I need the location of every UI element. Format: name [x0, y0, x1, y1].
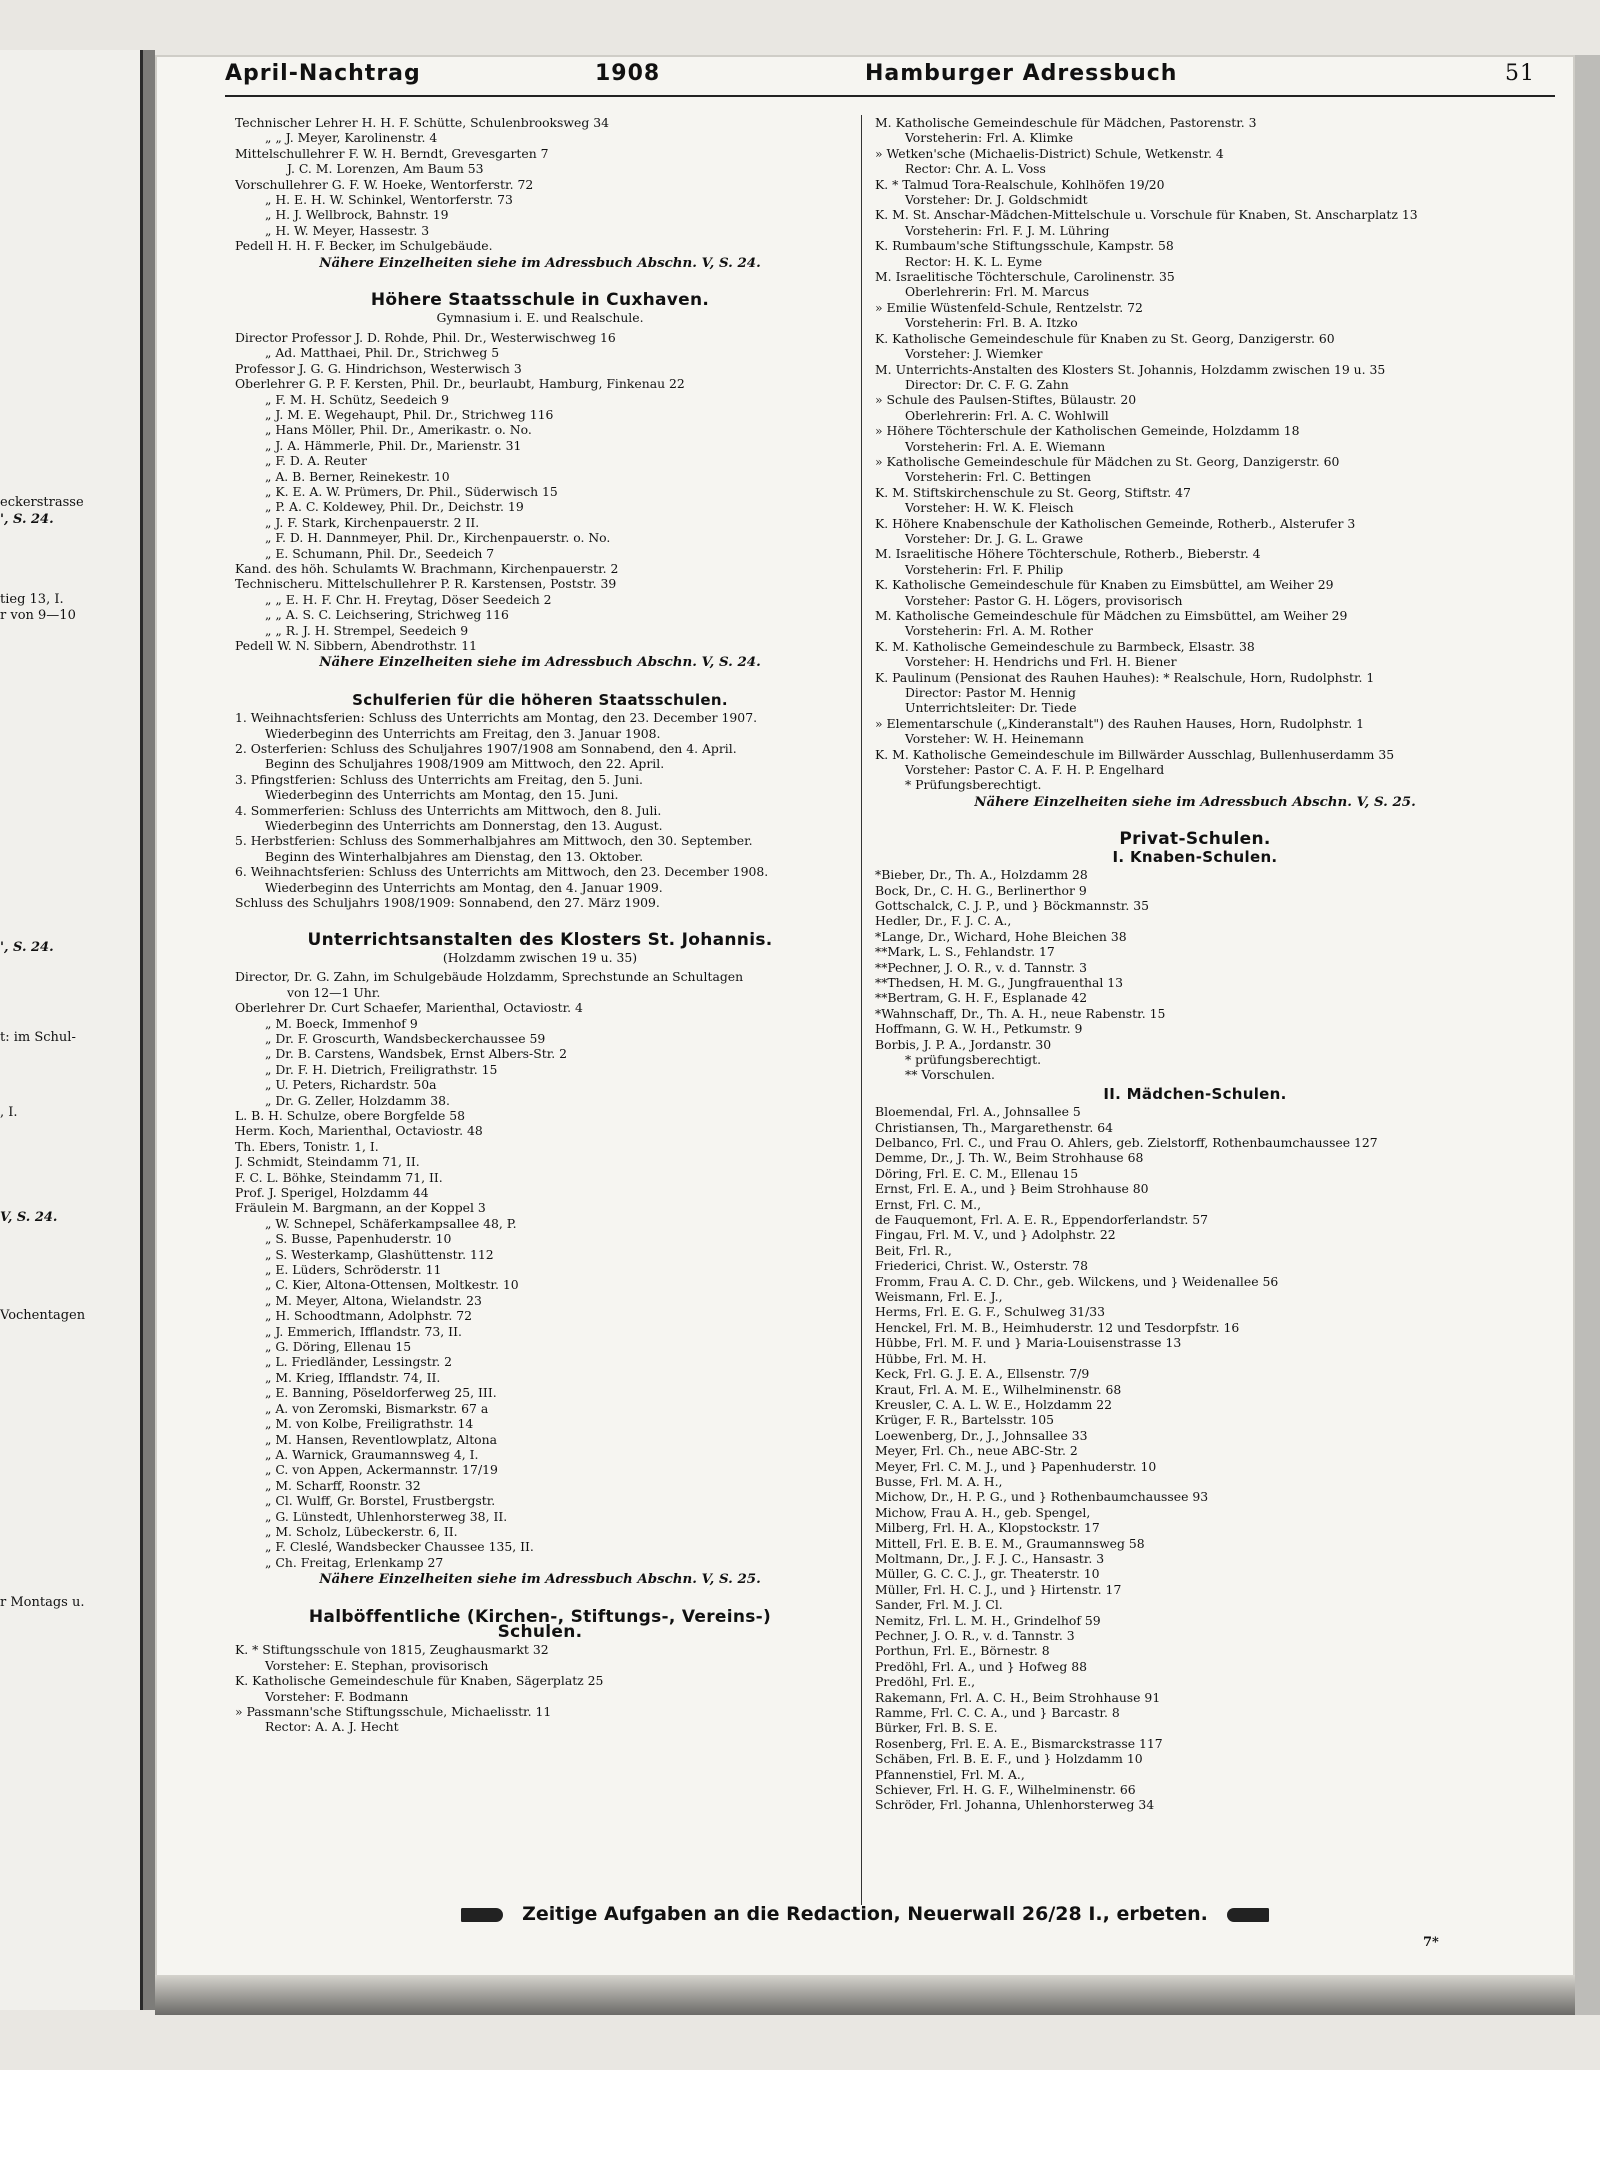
entry-line: Vorsteherin: Frl. F. Philip: [905, 561, 1064, 577]
entry-line: „ Ad. Matthaei, Phil. Dr., Strichweg 5: [265, 345, 500, 361]
entry-line: Henckel, Frl. M. B., Heimhuderstr. 12 und Tesdorpfstr. 16: [875, 1319, 1240, 1335]
section-heading-ferien: Schulferien für die höheren Staatsschulen.: [352, 690, 728, 709]
entry-line: » Höhere Töchterschule der Katholischen Gemeinde, Holzdamm 18: [875, 423, 1300, 439]
entry-line: Fromm, Frau A. C. D. Chr., geb. Wilckens, und } Weidenallee 56: [875, 1273, 1279, 1289]
entry-line: „ M. Meyer, Altona, Wielandstr. 23: [265, 1292, 482, 1308]
entry-line: Meyer, Frl. Ch., neue ABC-Str. 2: [875, 1443, 1078, 1459]
entry-line: Wiederbeginn des Unterrichts am Freitag, den 3. Januar 1908.: [265, 725, 661, 741]
entry-line: Müller, Frl. H. C. J., und } Hirtenstr. 17: [875, 1581, 1122, 1597]
school-entries: [875, 115, 1515, 793]
entry-line: 3. Pfingstferien: Schluss des Unterrichts am Freitag, den 5. Juni.: [235, 771, 643, 787]
left-fragment: V, S. 24.: [0, 1210, 58, 1225]
entry-line: K. M. Stiftskirchenschule zu St. Georg, Stiftstr. 47: [875, 484, 1191, 500]
header-year: 1908: [595, 61, 661, 86]
entry-line: Kand. des höh. Schulamts W. Brachmann, Kirchenpauerstr. 2: [235, 560, 619, 576]
entry-line: „ G. Döring, Ellenau 15: [265, 1339, 412, 1355]
entry-line: Schäben, Frl. B. E. F., und } Holzdamm 10: [875, 1751, 1143, 1767]
entry-line: „ Ch. Freitag, Erlenkamp 27: [265, 1554, 444, 1570]
section-heading-halboeffentliche: Halböffentliche (Kirchen-, Stiftungs-, Vereins-) Schulen.: [308, 1606, 772, 1642]
entry-line: „ G. Lünstedt, Uhlenhorsterweg 38, II.: [265, 1508, 508, 1524]
entry-line: Müller, G. C. C. J., gr. Theaterstr. 10: [875, 1566, 1100, 1582]
entry-line: Vorsteherin: Frl. A. E. Wiemann: [905, 438, 1106, 454]
entry-line: K. Katholische Gemeindeschule für Knaben, Sägerplatz 25: [235, 1673, 604, 1689]
entry-line: Loewenberg, Dr., J., Johnsallee 33: [875, 1427, 1088, 1443]
entry-line: » Wetken'sche (Michaelis-District) Schule, Wetkenstr. 4: [875, 145, 1224, 161]
section-subheading: Gymnasium i. E. und Realschule.: [436, 310, 644, 326]
entry-line: „ P. A. C. Koldewey, Phil. Dr., Deichstr. 19: [265, 499, 524, 515]
entry-line: Vorsteher: Pastor G. H. Lögers, provisorisch: [905, 592, 1183, 608]
cuxhaven-entries: [235, 330, 845, 654]
entry-line: Director: Pastor M. Hennig: [905, 685, 1076, 701]
entry-line: „ A. Warnick, Graumannsweg 4, I.: [265, 1446, 479, 1462]
entry-line: Moltmann, Dr., J. F. J. C., Hansastr. 3: [875, 1550, 1105, 1566]
entry-line: „ „ E. H. F. Chr. H. Freytag, Döser Seedeich 2: [265, 591, 552, 607]
left-column: [235, 115, 845, 1735]
entry-line: *Bieber, Dr., Th. A., Holzdamm 28: [875, 867, 1088, 883]
knaben-entries: [875, 867, 1515, 1083]
entry-line: Busse, Frl. M. A. H.,: [875, 1473, 1003, 1489]
entry-line: „ S. Westerkamp, Glashüttenstr. 112: [265, 1246, 494, 1262]
entry-line: „ „ J. Meyer, Karolinenstr. 4: [265, 130, 438, 146]
left-fragment: ', S. 24.: [0, 512, 54, 527]
entry-line: Rakemann, Frl. A. C. H., Beim Strohhause 91: [875, 1689, 1161, 1705]
entry-line: L. B. H. Schulze, obere Borgfelde 58: [235, 1107, 466, 1123]
entry-line: Ernst, Frl. E. A., und } Beim Strohhause 80: [875, 1181, 1149, 1197]
entry-line: „ H. E. H. W. Schinkel, Wentorferstr. 73: [265, 192, 513, 208]
entry-line: Director: Dr. C. F. G. Zahn: [905, 376, 1069, 392]
entry-line: Bloemendal, Frl. A., Johnsallee 5: [875, 1104, 1081, 1120]
entry-line: „ A. von Zeromski, Bismarkstr. 67 a: [265, 1400, 489, 1416]
entry-line: Schiever, Frl. H. G. F., Wilhelminenstr. 66: [875, 1782, 1136, 1798]
entry-line: Krüger, F. R., Bartelsstr. 105: [875, 1412, 1055, 1428]
pointing-hand-icon: [1227, 1908, 1269, 1922]
entry-line: K. Katholische Gemeindeschule für Knaben zu Eimsbüttel, am Weiher 29: [875, 577, 1334, 593]
entry-line: „ A. B. Berner, Reinekestr. 10: [265, 468, 450, 484]
entry-line: K. Höhere Knabenschule der Katholischen Gemeinde, Rotherb., Alsterufer 3: [875, 515, 1356, 531]
entry-line: „ M. Scharff, Roonstr. 32: [265, 1477, 421, 1493]
entry-line: Rector: H. K. L. Eyme: [905, 253, 1043, 269]
entry-line: Demme, Dr., J. Th. W., Beim Strohhause 68: [875, 1150, 1144, 1166]
entry-line: Beit, Frl. R.,: [875, 1242, 952, 1258]
entry-line: Fingau, Frl. M. V., und } Adolphstr. 22: [875, 1227, 1116, 1243]
entry-line: K. M. Katholische Gemeindeschule zu Barmbeck, Elsastr. 38: [875, 638, 1255, 654]
entry-line: Pedell W. N. Sibbern, Abendrothstr. 11: [235, 638, 478, 653]
entry-line: J. Schmidt, Steindamm 71, II.: [235, 1154, 420, 1170]
entry-line: Friederici, Christ. W., Osterstr. 78: [875, 1258, 1088, 1274]
entry-line: Porthun, Frl. E., Börnestr. 8: [875, 1643, 1050, 1659]
entry-line: Milberg, Frl. H. A., Klopstockstr. 17: [875, 1520, 1100, 1536]
entry-line: Mittelschullehrer F. W. H. Berndt, Grevesgarten 7: [235, 145, 549, 161]
entry-line: * prüfungsberechtigt.: [905, 1051, 1042, 1067]
section-heading-maedchen: II. Mädchen-Schulen.: [1103, 1084, 1287, 1103]
entry-line: Rector: Chr. A. L. Voss: [905, 161, 1046, 177]
halboeffentliche-entries: [235, 1642, 845, 1734]
reference-note: Nähere Einzelheiten siehe im Adressbuch Abschn. V, S. 24.: [319, 254, 761, 271]
entry-line: „ J. F. Stark, Kirchenpauerstr. 2 II.: [265, 514, 480, 530]
entry-line: „ M. Hansen, Reventlowplatz, Altona: [265, 1431, 498, 1447]
entry-line: **Thedsen, H. M. G., Jungfrauenthal 13: [875, 974, 1124, 990]
right-column: [875, 115, 1515, 1813]
entry-line: ** Vorschulen.: [905, 1067, 995, 1083]
section-heading-kloster: Unterrichtsanstalten des Klosters St. Johannis.: [307, 929, 773, 950]
entry-line: „ Dr. B. Carstens, Wandsbek, Ernst Albers-Str. 2: [265, 1046, 568, 1062]
entry-line: de Fauquemont, Frl. A. E. R., Eppendorferlandstr. 57: [875, 1212, 1209, 1228]
entry-line: Director Professor J. D. Rohde, Phil. Dr., Westerwischweg 16: [235, 329, 616, 345]
entry-line: Bürker, Frl. B. S. E.: [875, 1720, 998, 1736]
column-divider: [861, 115, 862, 1905]
entry-line: „ Dr. G. Zeller, Holzdamm 38.: [265, 1092, 450, 1108]
entry-line: Oberlehrer Dr. Curt Schaefer, Marienthal, Octaviostr. 4: [235, 1000, 583, 1016]
entry-line: „ Hans Möller, Phil. Dr., Amerikastr. o. No.: [265, 422, 532, 438]
left-fragment: tieg 13, I.: [0, 592, 64, 607]
entry-line: „ M. Scholz, Lübeckerstr. 6, II.: [265, 1523, 458, 1539]
entry-line: Rosenberg, Frl. E. A. E., Bismarckstrasse 117: [875, 1735, 1163, 1751]
entry-line: Mittell, Frl. E. B. E. M., Graumannsweg 58: [875, 1535, 1145, 1551]
entry-line: K. Paulinum (Pensionat des Rauhen Hauhes): * Realschule, Horn, Rudolphstr. 1: [875, 669, 1375, 685]
entry-line: Pechner, J. O. R., v. d. Tannstr. 3: [875, 1628, 1075, 1643]
entry-line: Vorsteher: Pastor C. A. F. H. P. Engelhard: [905, 762, 1165, 778]
entry-line: 2. Osterferien: Schluss des Schuljahres 1907/1908 am Sonnabend, den 4. April.: [235, 741, 737, 757]
entry-line: Herms, Frl. E. G. F., Schulweg 31/33: [875, 1304, 1106, 1320]
entry-line: Predöhl, Frl. A., und } Hofweg 88: [875, 1658, 1088, 1674]
entry-line: „ H. J. Wellbrock, Bahnstr. 19: [265, 207, 449, 223]
entry-line: Christiansen, Th., Margarethenstr. 64: [875, 1119, 1114, 1135]
entry-line: Kraut, Frl. A. M. E., Wilhelminenstr. 68: [875, 1381, 1122, 1397]
entry-line: K. * Stiftungsschule von 1815, Zeughausmarkt 32: [235, 1642, 549, 1658]
entry-line: M. Katholische Gemeindeschule für Mädchen zu Eimsbüttel, am Weiher 29: [875, 608, 1348, 623]
entry-line: „ H. Schoodtmann, Adolphstr. 72: [265, 1308, 473, 1324]
entry-line: „ U. Peters, Richardstr. 50a: [265, 1077, 437, 1093]
entry-line: Fräulein M. Bargmann, an der Koppel 3: [235, 1200, 486, 1216]
entry-line: „ K. E. A. W. Prümers, Dr. Phil., Süderwisch 15: [265, 483, 558, 499]
header-rule: [225, 95, 1555, 97]
footer-text: Zeitige Aufgaben an die Redaction, Neuerwall 26/28 I., erbeten.: [522, 1903, 1208, 1925]
entry-line: Kreusler, C. A. L. W. E., Holzdamm 22: [875, 1396, 1113, 1412]
entry-line: 4. Sommerferien: Schluss des Unterrichts am Mittwoch, den 8. Juli.: [235, 802, 662, 818]
entry-line: Vorsteherin: Frl. A. M. Rother: [905, 623, 1093, 639]
reference-note: Nähere Einzelheiten siehe im Adressbuch Abschn. V, S. 24.: [319, 654, 761, 671]
entry-line: Borbis, J. P. A., Jordanstr. 30: [875, 1036, 1052, 1052]
entry-line: Wiederbeginn des Unterrichts am Montag, den 4. Januar 1909.: [265, 879, 663, 895]
page-number: 51: [1505, 61, 1535, 86]
entry-line: M. Unterrichts-Anstalten des Klosters St. Johannis, Holzdamm zwischen 19 u. 35: [875, 361, 1386, 377]
entry-line: Vorsteher: J. Wiemker: [905, 346, 1043, 362]
entry-line: » Passmann'sche Stiftungsschule, Michaelisstr. 11: [235, 1704, 552, 1719]
reference-note: Nähere Einzelheiten siehe im Adressbuch Abschn. V, S. 25.: [319, 1571, 761, 1588]
entry-line: Wiederbeginn des Unterrichts am Donnerstag, den 13. August.: [265, 818, 663, 834]
entry-line: Rector: A. A. J. Hecht: [265, 1719, 399, 1735]
entry-line: Vorsteher: Dr. J. G. L. Grawe: [905, 530, 1084, 546]
scan-bottom-edge: [155, 1975, 1575, 2015]
entry-line: Keck, Frl. G. J. E. A., Ellsenstr. 7/9: [875, 1366, 1090, 1382]
section-heading-privat: Privat-Schulen.: [1119, 829, 1271, 850]
maedchen-entries: [875, 1104, 1515, 1813]
entry-line: von 12—1 Uhr.: [287, 984, 381, 1000]
entry-line: *Wahnschaff, Dr., Th. A. H., neue Rabenstr. 15: [875, 1005, 1166, 1021]
entry-line: „ Dr. F. Groscurth, Wandsbeckerchaussee 59: [265, 1030, 546, 1046]
entry-line: Hedler, Dr., F. J. C. A.,: [875, 913, 1012, 929]
entry-line: „ J. Emmerich, Ifflandstr. 73, II.: [265, 1323, 462, 1339]
entry-line: Vorsteherin: Frl. B. A. Itzko: [905, 315, 1078, 331]
entry-line: **Mark, L. S., Fehlandstr. 17: [875, 944, 1055, 960]
entry-line: Wiederbeginn des Unterrichts am Montag, den 15. Juni.: [265, 787, 619, 803]
entry-line: **Bertram, G. H. F., Esplanade 42: [875, 990, 1088, 1006]
entry-line: Prof. J. Sperigel, Holzdamm 44: [235, 1185, 429, 1200]
entry-line: Vorsteherin: Frl. A. Klimke: [905, 130, 1074, 146]
entry-line: „ Dr. F. H. Dietrich, Freiligrathstr. 15: [265, 1061, 498, 1077]
entry-line: Michow, Frau A. H., geb. Spengel,: [875, 1504, 1091, 1520]
left-fragment: eckerstrasse: [0, 495, 84, 510]
entry-line: Herm. Koch, Marienthal, Octaviostr. 48: [235, 1123, 483, 1139]
entry-line: F. C. L. Böhke, Steindamm 71, II.: [235, 1169, 443, 1185]
entry-line: „ L. Friedländer, Lessingstr. 2: [265, 1354, 453, 1370]
entry-line: „ M. von Kolbe, Freiligrathstr. 14: [265, 1416, 474, 1432]
entry-line: K. M. Katholische Gemeindeschule im Billwärder Ausschlag, Bullenhuserdamm 35: [875, 746, 1395, 762]
reference-note: Nähere Einzelheiten siehe im Adressbuch Abschn. V, S. 25.: [974, 793, 1416, 810]
entry-line: „ „ A. S. C. Leichsering, Strichweg 116: [265, 607, 509, 623]
entry-line: „ W. Schnepel, Schäferkampsallee 48, P.: [265, 1215, 517, 1231]
kloster-entries: [235, 969, 845, 1570]
entry-line: Vorsteher: F. Bodmann: [265, 1688, 409, 1704]
entry-line: Unterrichtsleiter: Dr. Tiede: [905, 700, 1077, 716]
entry-line: „ H. W. Meyer, Hassestr. 3: [265, 222, 430, 238]
left-fragment: ', S. 24.: [0, 940, 54, 955]
left-fragment: r von 9—10: [0, 608, 76, 623]
entry-line: „ Cl. Wulff, Gr. Borstel, Frustbergstr.: [265, 1493, 496, 1509]
entry-line: „ J. A. Hämmerle, Phil. Dr., Marienstr. 31: [265, 437, 522, 453]
entry-line: Vorsteher: H. W. K. Fleisch: [905, 500, 1074, 516]
entry-line: Delbanco, Frl. C., und Frau O. Ahlers, geb. Zielstorff, Rothenbaumchaussee 127: [875, 1135, 1378, 1150]
entry-line: K. Katholische Gemeindeschule für Knaben zu St. Georg, Danzigerstr. 60: [875, 330, 1335, 346]
entry-line: » Katholische Gemeindeschule für Mädchen zu St. Georg, Danzigerstr. 60: [875, 453, 1340, 469]
entry-line: Michow, Dr., H. P. G., und } Rothenbaumchaussee 93: [875, 1489, 1209, 1505]
entry-line: *Lange, Dr., Wichard, Hohe Bleichen 38: [875, 928, 1127, 944]
entry-line: „ F. D. H. Dannmeyer, Phil. Dr., Kirchenpauerstr. o. No.: [265, 530, 611, 546]
entry-line: Hübbe, Frl. M. H.: [875, 1350, 987, 1366]
entry-line: „ C. von Appen, Ackermannstr. 17/19: [265, 1462, 498, 1478]
entry-line: Vorsteher: E. Stephan, provisorisch: [265, 1657, 489, 1673]
entry-line: Schröder, Frl. Johanna, Uhlenhorsterweg 34: [875, 1797, 1155, 1813]
entry-line: Schluss des Schuljahrs 1908/1909: Sonnabend, den 27. März 1909.: [235, 895, 660, 911]
entry-line: „ M. Krieg, Ifflandstr. 74, II.: [265, 1369, 441, 1385]
entry-line: » Elementarschule („Kinderanstalt") des Rauhen Hauses, Horn, Rudolphstr. 1: [875, 715, 1365, 731]
entry-line: „ E. Banning, Pöseldorferweg 25, III.: [265, 1385, 497, 1401]
entry-line: Gottschalck, C. J. P., und } Böckmannstr. 35: [875, 897, 1150, 913]
entry-line: „ F. M. H. Schütz, Seedeich 9: [265, 391, 450, 407]
entry-line: Beginn des Winterhalbjahres am Dienstag, den 13. Oktober.: [265, 848, 644, 864]
header-section: April-Nachtrag: [225, 61, 421, 86]
entry-line: K. Rumbaum'sche Stiftungsschule, Kampstr. 58: [875, 238, 1174, 254]
header-title: Hamburger Adressbuch: [865, 61, 1178, 86]
entry-line: M. Israelitische Töchterschule, Carolinenstr. 35: [875, 269, 1175, 285]
page-footer: [155, 1903, 1575, 1925]
entry-line: Sander, Frl. M. J. Cl.: [875, 1597, 1003, 1613]
left-fragment: Vochentagen: [0, 1308, 86, 1323]
entry-line: „ „ R. J. H. Strempel, Seedeich 9: [265, 622, 469, 638]
previous-page-strip: [0, 50, 143, 2010]
entry-line: Ramme, Frl. C. C. A., und } Barcastr. 8: [875, 1705, 1120, 1721]
entry-line: Technischeru. Mittelschullehrer P. R. Karstensen, Poststr. 39: [235, 576, 617, 592]
page-edge-shadow: [1575, 55, 1600, 2015]
entry-line: K. * Talmud Tora-Realschule, Kohlhöfen 19/20: [875, 176, 1165, 192]
section-subheading: (Holzdamm zwischen 19 u. 35): [442, 949, 638, 965]
entry-line: Vorschullehrer G. F. W. Hoeke, Wentorferstr. 72: [235, 176, 534, 192]
pointing-hand-icon: [461, 1908, 503, 1922]
entry-line: Oberlehrer G. P. F. Kersten, Phil. Dr., beurlaubt, Hamburg, Finkenau 22: [235, 376, 685, 392]
left-fragment: t: im Schul-: [0, 1030, 76, 1045]
entry-line: Meyer, Frl. C. M. J., und } Papenhuderstr. 10: [875, 1458, 1157, 1474]
entry-line: Hübbe, Frl. M. F. und } Maria-Louisenstrasse 13: [875, 1335, 1182, 1351]
entry-line: Vorsteher: W. H. Heinemann: [905, 731, 1084, 747]
page-header: [225, 61, 1535, 97]
entry-line: Bock, Dr., C. H. G., Berlinerthor 9: [875, 882, 1087, 898]
entry-line: Th. Ebers, Tonistr. 1, I.: [235, 1138, 379, 1154]
entry-line: „ E. Lüders, Schröderstr. 11: [265, 1262, 442, 1278]
entry-line: Hoffmann, G. W. H., Petkumstr. 9: [875, 1021, 1083, 1037]
entry-line: M. Katholische Gemeindeschule für Mädchen, Pastorenstr. 3: [875, 115, 1257, 130]
entry-line: „ F. Cleslé, Wandsbecker Chaussee 135, II.: [265, 1539, 534, 1555]
entry-line: Oberlehrerin: Frl. M. Marcus: [905, 284, 1090, 300]
entry-line: „ E. Schumann, Phil. Dr., Seedeich 7: [265, 545, 495, 561]
section-heading-knaben: I. Knaben-Schulen.: [1112, 847, 1278, 866]
left-fragment: , I.: [0, 1105, 18, 1120]
entry-line: Oberlehrerin: Frl. A. C. Wohlwill: [905, 407, 1109, 423]
entry-line: 5. Herbstferien: Schluss des Sommerhalbjahres am Mittwoch, den 30. September.: [235, 833, 753, 849]
entry-line: Pedell H. H. F. Becker, im Schulgebäude.: [235, 238, 493, 254]
entry-line: * Prüfungsberechtigt.: [905, 777, 1042, 793]
entry-line: Nemitz, Frl. L. M. H., Grindelhof 59: [875, 1612, 1101, 1628]
entry-line: „ F. D. A. Reuter: [265, 453, 367, 469]
book-gutter: [143, 50, 155, 2010]
section-heading-cuxhaven: Höhere Staatsschule in Cuxhaven.: [370, 290, 710, 311]
entry-line: „ S. Busse, Papenhuderstr. 10: [265, 1231, 452, 1247]
entry-line: „ M. Boeck, Immenhof 9: [265, 1015, 418, 1031]
entry-line: Vorsteherin: Frl. C. Bettingen: [905, 469, 1092, 485]
entry-line: Weismann, Frl. E. J.,: [875, 1289, 1003, 1305]
entry-line: Predöhl, Frl. E.,: [875, 1674, 976, 1690]
entry-line: 1. Weihnachtsferien: Schluss des Unterrichts am Montag, den 23. December 1907.: [235, 710, 758, 726]
entry-line: **Pechner, J. O. R., v. d. Tannstr. 3: [875, 959, 1088, 975]
signature-mark: 7*: [1423, 1935, 1439, 1950]
entry-line: J. C. M. Lorenzen, Am Baum 53: [287, 161, 484, 177]
entry-line: Beginn des Schuljahres 1908/1909 am Mittwoch, den 22. April.: [265, 756, 665, 772]
entry-line: Vorsteher: H. Hendrichs und Frl. H. Biener: [905, 654, 1177, 670]
entry-line: M. Israelitische Höhere Töchterschule, Rotherb., Bieberstr. 4: [875, 546, 1261, 562]
entry-line: » Schule des Paulsen-Stiftes, Bülaustr. 20: [875, 392, 1137, 408]
entry-line: Döring, Frl. E. C. M., Ellenau 15: [875, 1165, 1079, 1181]
entry-line: Ernst, Frl. C. M.,: [875, 1196, 982, 1212]
left-fragment: r Montags u.: [0, 1595, 85, 1610]
entry-line: 6. Weihnachtsferien: Schluss des Unterrichts am Mittwoch, den 23. December 1908.: [235, 864, 769, 880]
entry-line: „ J. M. E. Wegehaupt, Phil. Dr., Strichweg 116: [265, 406, 554, 422]
address-book-page: [155, 55, 1575, 2010]
entry-line: » Emilie Wüstenfeld-Schule, Rentzelstr. 72: [875, 299, 1143, 315]
entry-line: Technischer Lehrer H. H. F. Schütte, Schulenbrooksweg 34: [235, 115, 609, 130]
entry-line: Director, Dr. G. Zahn, im Schulgebäude Holzdamm, Sprechstunde an Schultagen: [235, 969, 744, 985]
entry-line: Vorsteher: Dr. J. Goldschmidt: [905, 192, 1088, 208]
entry-line: Professor J. G. G. Hindrichson, Westerwisch 3: [235, 360, 522, 376]
entry-line: Vorsteherin: Frl. F. J. M. Lühring: [905, 222, 1110, 238]
entry-line: „ C. Kier, Altona-Ottensen, Moltkestr. 10: [265, 1277, 519, 1293]
ferien-entries: [235, 710, 845, 910]
entry-line: K. M. St. Anschar-Mädchen-Mittelschule u. Vorschule für Knaben, St. Anscharplatz 13: [875, 207, 1418, 223]
entry-line: Pfannenstiel, Frl. M. A.,: [875, 1766, 1025, 1782]
